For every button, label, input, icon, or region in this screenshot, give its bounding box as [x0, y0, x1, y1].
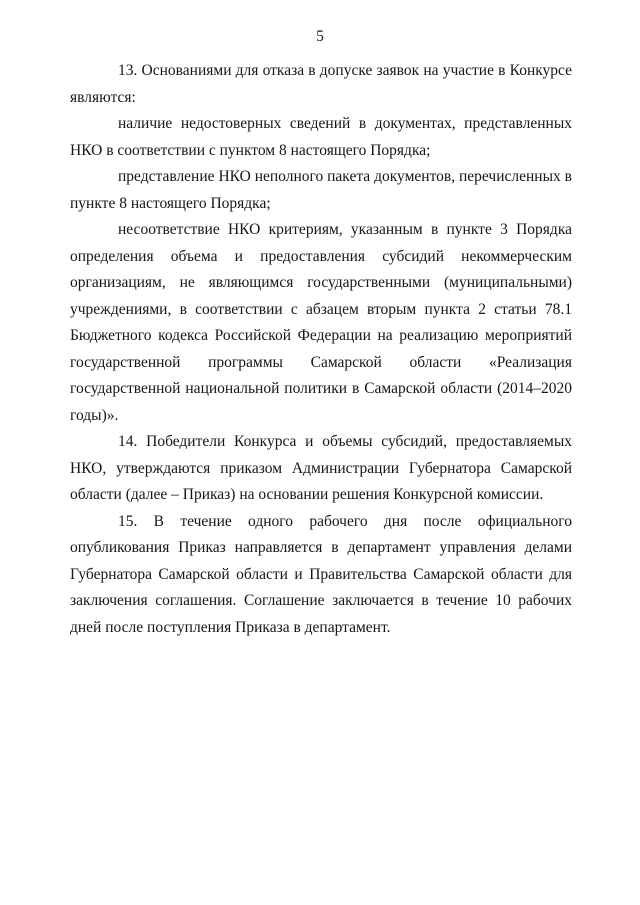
- paragraph-14: 14. Победители Конкурса и объемы субсидий, предоставляемых НКО, утверждаются приказом Администрации Губернатора Самарской области (далее – Приказ) на основании решения Конкурсной комиссии.: [70, 433, 572, 503]
- paragraph-13-item-3: несоответствие НКО критериям, указанным в пункте 3 Порядка определения объема и предоставления субсидий некоммерческим организациям, не являющимся государственными (муниципальными) учреждениями, в соответствии с абзацем вторым пункта 2 статьи 78.1 Бюджетного кодекса Российской Федерации на реализацию мероприятий государственной программы Самарской области «Реализация государственной национальной политики в Самарской области (2014–2020 годы)».: [70, 221, 572, 424]
- paragraph-15: 15. В течение одного рабочего дня после официального опубликования Приказ направляется в департамент управления делами Губернатора Самарской области и Правительства Самарской области для заключения соглашения. Соглашение заключается в течение 10 рабочих дней после поступления Приказа в департамент.: [70, 512, 572, 636]
- document-body: [70, 58, 572, 641]
- paragraph-13: 13. Основаниями для отказа в допуске заявок на участие в Конкурсе являются:: [70, 62, 572, 106]
- paragraph-13-item-2: представление НКО неполного пакета документов, перечисленных в пункте 8 настоящего Порядка;: [70, 168, 572, 212]
- paragraph-13-item-1: наличие недостоверных сведений в документах, представленных НКО в соответствии с пунктом 8 настоящего Порядка;: [70, 115, 572, 159]
- page-number: 5: [316, 28, 324, 45]
